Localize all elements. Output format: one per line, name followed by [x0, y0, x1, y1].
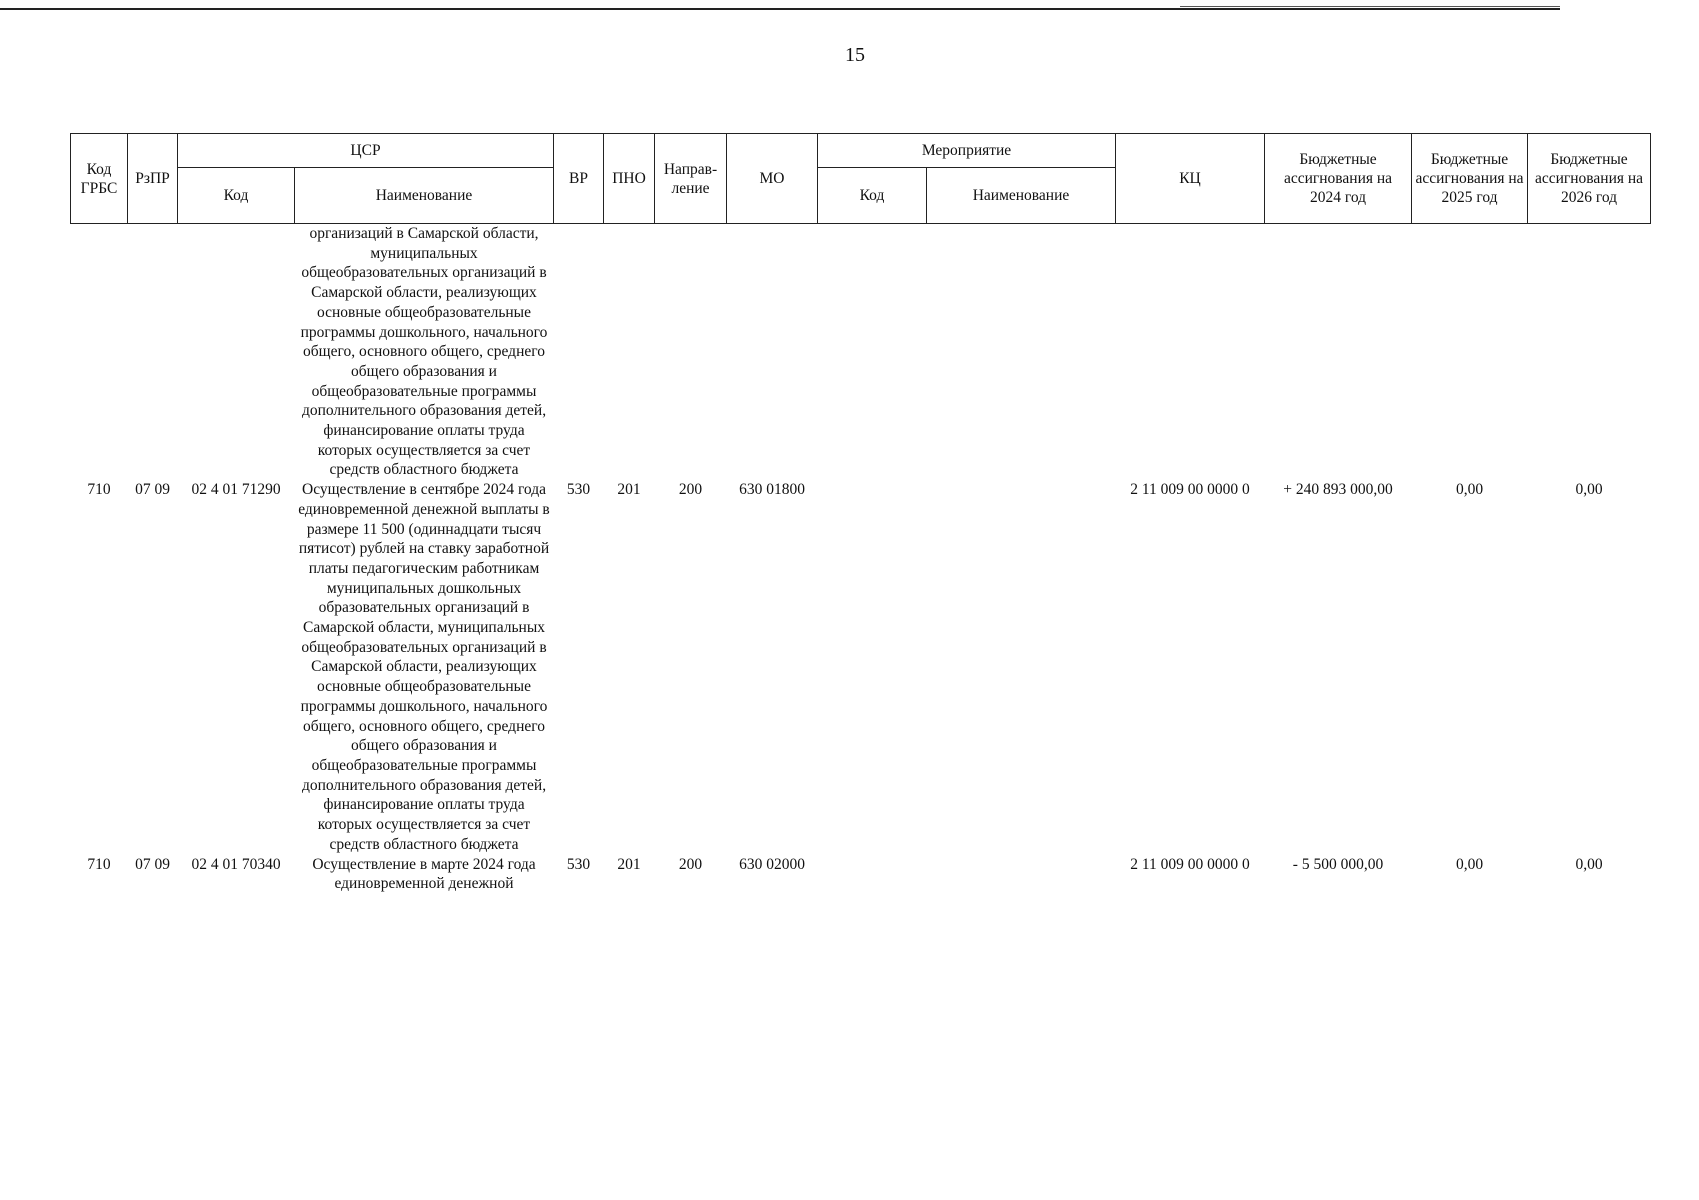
cell-mer-name	[927, 480, 1116, 854]
cell-budget-2024: - 5 500 000,00	[1292, 855, 1384, 873]
cell-vr: 530	[566, 855, 591, 873]
cell-budget-2026: 0,00	[1575, 481, 1603, 499]
cell-budget-2025: 0,00	[1455, 855, 1484, 873]
cell-napravlenie: 200	[678, 855, 703, 873]
table-row-continuation	[71, 224, 1651, 481]
header-csr-kod: Код	[178, 168, 295, 224]
budget-table	[70, 133, 1651, 894]
continuation-name: организаций в Самарской области, муниципальных общеобразовательных организаций в Самарской области, реализующих основные общеобразовательные программы дошкольного, начального общего, основного общего, среднего общего образования и общеобразовательные программы дополнительного образования детей, финансирование оплаты труда которых осуществляется за счет средств областного бюджета	[300, 225, 548, 479]
header-mo: МО	[727, 134, 818, 224]
table-body	[71, 224, 1651, 894]
header-mer-kod: Код	[818, 168, 927, 224]
cell-mer-kod	[818, 855, 927, 894]
top-rule-secondary	[1180, 6, 1560, 7]
header-kod-grbs: Код ГРБС	[71, 134, 128, 224]
cell-rzpr: 07 09	[135, 481, 170, 499]
cell-kc: 2 11 009 00 0000 0	[1130, 481, 1250, 499]
header-csr-name: Наименование	[295, 168, 554, 224]
header-budget-2025: Бюджетные ассигнования на 2025 год	[1412, 134, 1528, 224]
cell-name: Осуществление в сентябре 2024 года единовременной денежной выплаты в размере 11 500 (одиннадцати тысяч пятисот) рублей на ставку заработной платы педагогическим работникам муниципальных дошкольных образовательных организаций в Самарской области, муниципальных общеобразовательных организаций в Самарской области, реализующих основные общеобразовательные программы дошкольного, начального общего, основного общего, среднего общего образования и общеобразовательные программы дополнительного образования детей, финансирование оплаты труда которых осуществляется за счет средств областного бюджета	[298, 481, 550, 853]
cell-rzpr: 07 09	[135, 855, 170, 873]
header-kc: КЦ	[1116, 134, 1265, 224]
cell-budget-2025: 0,00	[1455, 481, 1484, 499]
cell-pno: 201	[617, 481, 641, 499]
table-row	[71, 480, 1651, 854]
cell-csr-kod: 02 4 01 71290	[191, 481, 281, 499]
cell-vr: 530	[566, 481, 591, 499]
header-pno: ПНО	[604, 134, 655, 224]
cell-napravlenie: 200	[678, 481, 703, 499]
cell-grbs: 710	[87, 855, 111, 873]
top-rule	[0, 8, 1560, 10]
cell-budget-2024: + 240 893 000,00	[1283, 481, 1393, 499]
cell-name: Осуществление в марте 2024 года единовременной денежной	[312, 855, 536, 893]
header-meropriyatie: Мероприятие	[818, 134, 1116, 168]
page-number: 15	[845, 44, 865, 66]
header-csr: ЦСР	[178, 134, 554, 168]
header-rzpr: РзПР	[128, 134, 178, 224]
header-budget-2024: Бюджетные ассигнования на 2024 год	[1265, 134, 1412, 224]
cell-pno: 201	[617, 855, 641, 873]
cell-budget-2026: 0,00	[1575, 855, 1603, 873]
cell-mo: 630 01800	[739, 481, 805, 499]
table-header	[71, 134, 1651, 224]
cell-grbs: 710	[87, 481, 111, 499]
header-budget-2026: Бюджетные ассигнования на 2026 год	[1528, 134, 1651, 224]
header-vr: ВР	[554, 134, 604, 224]
cell-kc: 2 11 009 00 0000 0	[1130, 855, 1250, 873]
cell-mer-name	[927, 855, 1116, 894]
cell-mo: 630 02000	[739, 855, 805, 873]
table-row	[71, 855, 1651, 894]
cell-csr-kod: 02 4 01 70340	[191, 855, 281, 873]
header-napravlenie: Направ-ление	[655, 134, 727, 224]
header-mer-name: Наименование	[927, 168, 1116, 224]
cell-mer-kod	[818, 480, 927, 854]
